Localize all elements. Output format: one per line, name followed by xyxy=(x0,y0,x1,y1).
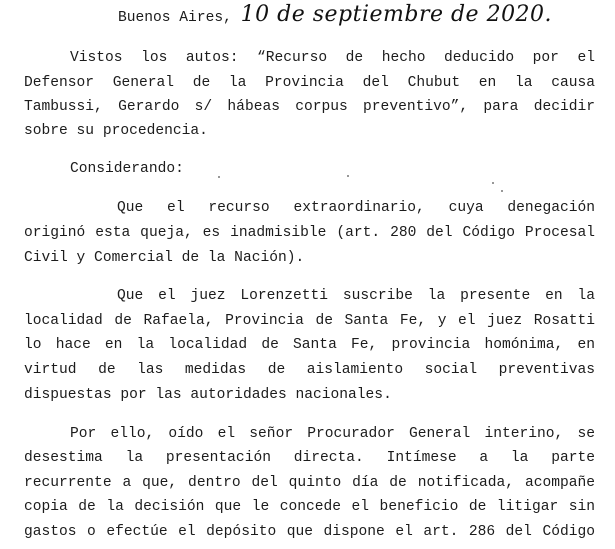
scan-speck xyxy=(492,182,494,184)
scan-speck xyxy=(501,190,503,192)
vistos-line-1: Vistos los autos: “Recurso de hecho deducido por el xyxy=(70,50,595,66)
lorenzetti-line-4: virtud de las medidas de aislamiento social preventivas xyxy=(24,362,595,378)
scan-speck xyxy=(218,176,220,178)
por-ello-line-2: desestima la presentación directa. Intímese a la parte xyxy=(24,450,595,466)
por-ello-line-4: copia de la decisión que le concede el beneficio de litigar sin xyxy=(24,499,595,515)
por-ello-line-5: gastos o efectúe el depósito que dispone el art. 286 del Código xyxy=(24,524,595,540)
recurso-line-1: Que el recurso extraordinario, cuya denegación xyxy=(117,200,595,216)
scan-speck xyxy=(347,175,349,177)
vistos-line-2: Defensor General de la Provincia del Chubut en la causa xyxy=(24,75,595,91)
place-text: Buenos Aires, xyxy=(118,10,232,26)
recurso-line-3: Civil y Comercial de la Nación). xyxy=(24,250,305,266)
lorenzetti-line-1: Que el juez Lorenzetti suscribe la presente en la xyxy=(117,288,595,304)
considerando-heading: Considerando: xyxy=(70,161,184,177)
recurso-line-2: originó esta queja, es inadmisible (art. 280 del Código Procesal xyxy=(24,225,595,241)
lorenzetti-line-2: localidad de Rafaela, Provincia de Santa Fe, y el juez Rosatti xyxy=(24,313,595,329)
lorenzetti-line-5: dispuestas por las autoridades nacionales. xyxy=(24,387,392,403)
date-line xyxy=(118,2,578,27)
vistos-line-3: Tambussi, Gerardo s/ hábeas corpus preventivo”, para decidir xyxy=(24,99,595,115)
lorenzetti-line-3: lo hace en la localidad de Santa Fe, provincia homónima, en xyxy=(24,337,595,353)
por-ello-line-1: Por ello, oído el señor Procurador General interino, se xyxy=(70,426,595,442)
por-ello-line-3: recurrente a que, dentro del quinto día de notificada, acompañe xyxy=(24,475,595,491)
handwritten-date: 10 de septiembre de 2020. xyxy=(240,2,553,27)
vistos-line-4: sobre su procedencia. xyxy=(24,123,208,139)
